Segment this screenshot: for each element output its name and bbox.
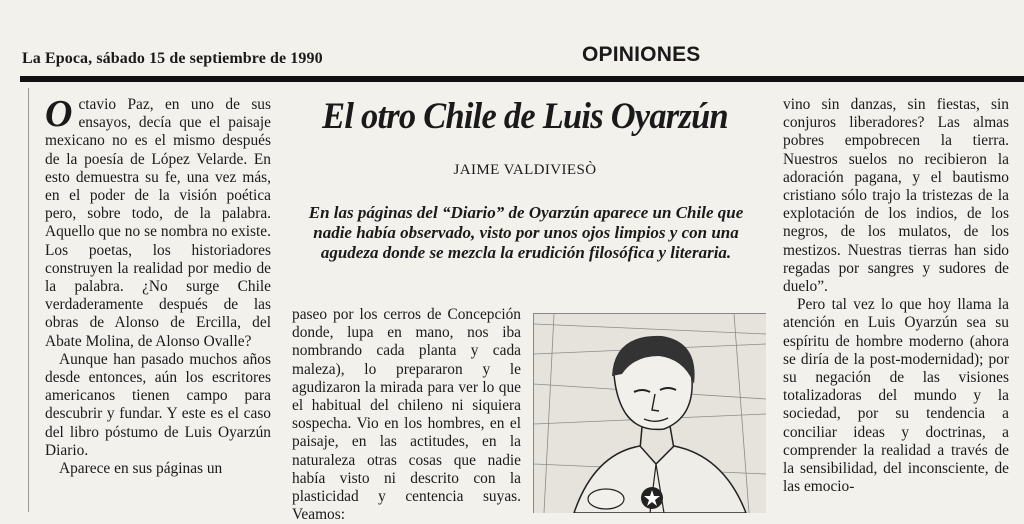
drop-cap: O [45,93,73,135]
masthead-rule [20,76,1024,82]
right-paragraph-1: vino sin danzas, sin fiestas, sin conjuros liberadores? Las almas pobres empobrecen la tierra. Nuestros suelos no recibieron la adoración pagana, y el bautismo cristiano sólo trajo la tristezas de la explotación de los indios, de los negros, de los mulatos, de los mestizos. Nuestras tierras han sido regadas por sangres y sudores de duelo”. [783,96,1009,296]
left-margin-rule [28,88,29,512]
author-portrait-illustration [533,313,766,513]
left-column [45,93,271,478]
publication-date-line: La Epoca, sábado 15 de septiembre de 1990 [22,50,323,67]
middle-paragraph: paseo por los cerros de Concepción donde, lupa en mano, nos iba nombrando cada planta y cada maleza), lo prepararon y le agudizaron la mirada para ver lo que el habitual del chileno ni siquiera sospecha. Vio en los hombres, en el paisaje, en las actitudes, en la naturaleza otras cosas que nadie había visto ni descrito con la plasticidad y centencia suyas. Veamos: [292,306,521,524]
article-headline: El otro Chile de Luis Oyarzún [322,96,728,137]
section-title: OPINIONES [582,43,701,66]
paragraph-2: Aunque han pasado muchos años desde entonces, aún los escritores americanos tienen campo para descubrir y fundar. Y este es el caso del libro póstumo de Luis Oyarzún Diario. [45,350,271,459]
portrait-sketch-icon [534,314,766,513]
paragraph-1-text: ctavio Paz, en uno de sus ensayos, decía que el paisaje mexicano no es el mismo después de la poesía de López Velarde. En esto demuestra su fe, una vez más, en el poder de la visión poética pero, sobre todo, de la palabra. Aquello que no se nombra no existe. Los poetas, los historiadores construyen la realidad por medio de la palabra. ¿No surge Chile verdaderamente después de las obras de Alonso de Ercilla, del Abate Molina, de Alonso Ovalle? [45,96,271,350]
article-deck: En las páginas del “Diario” de Oyarzún aparece un Chile que nadie había observado, visto por unos ojos limpios y con una agudeza donde se mezcla la erudición filosófica y literaria. [308,203,744,262]
paragraph-1 [45,93,271,351]
article-author: JAIME VALDIVIESÒ [453,162,597,178]
paragraph-3: Aparece en sus páginas un [59,460,223,478]
middle-column [292,306,521,524]
right-column [783,96,1009,496]
right-paragraph-2: Pero tal vez lo que hoy llama la atención en Luis Oyarzún sea su espíritu de hombre moderno (ahora se diría de la post-modernidad); por su negación de las visiones totalizadoras del mundo y la sociedad, por su tendencia a conciliar ideas y doctrinas, a comprender la realidad a través de la sensibilidad, del inconsciente, de las emocio- [783,296,1009,496]
